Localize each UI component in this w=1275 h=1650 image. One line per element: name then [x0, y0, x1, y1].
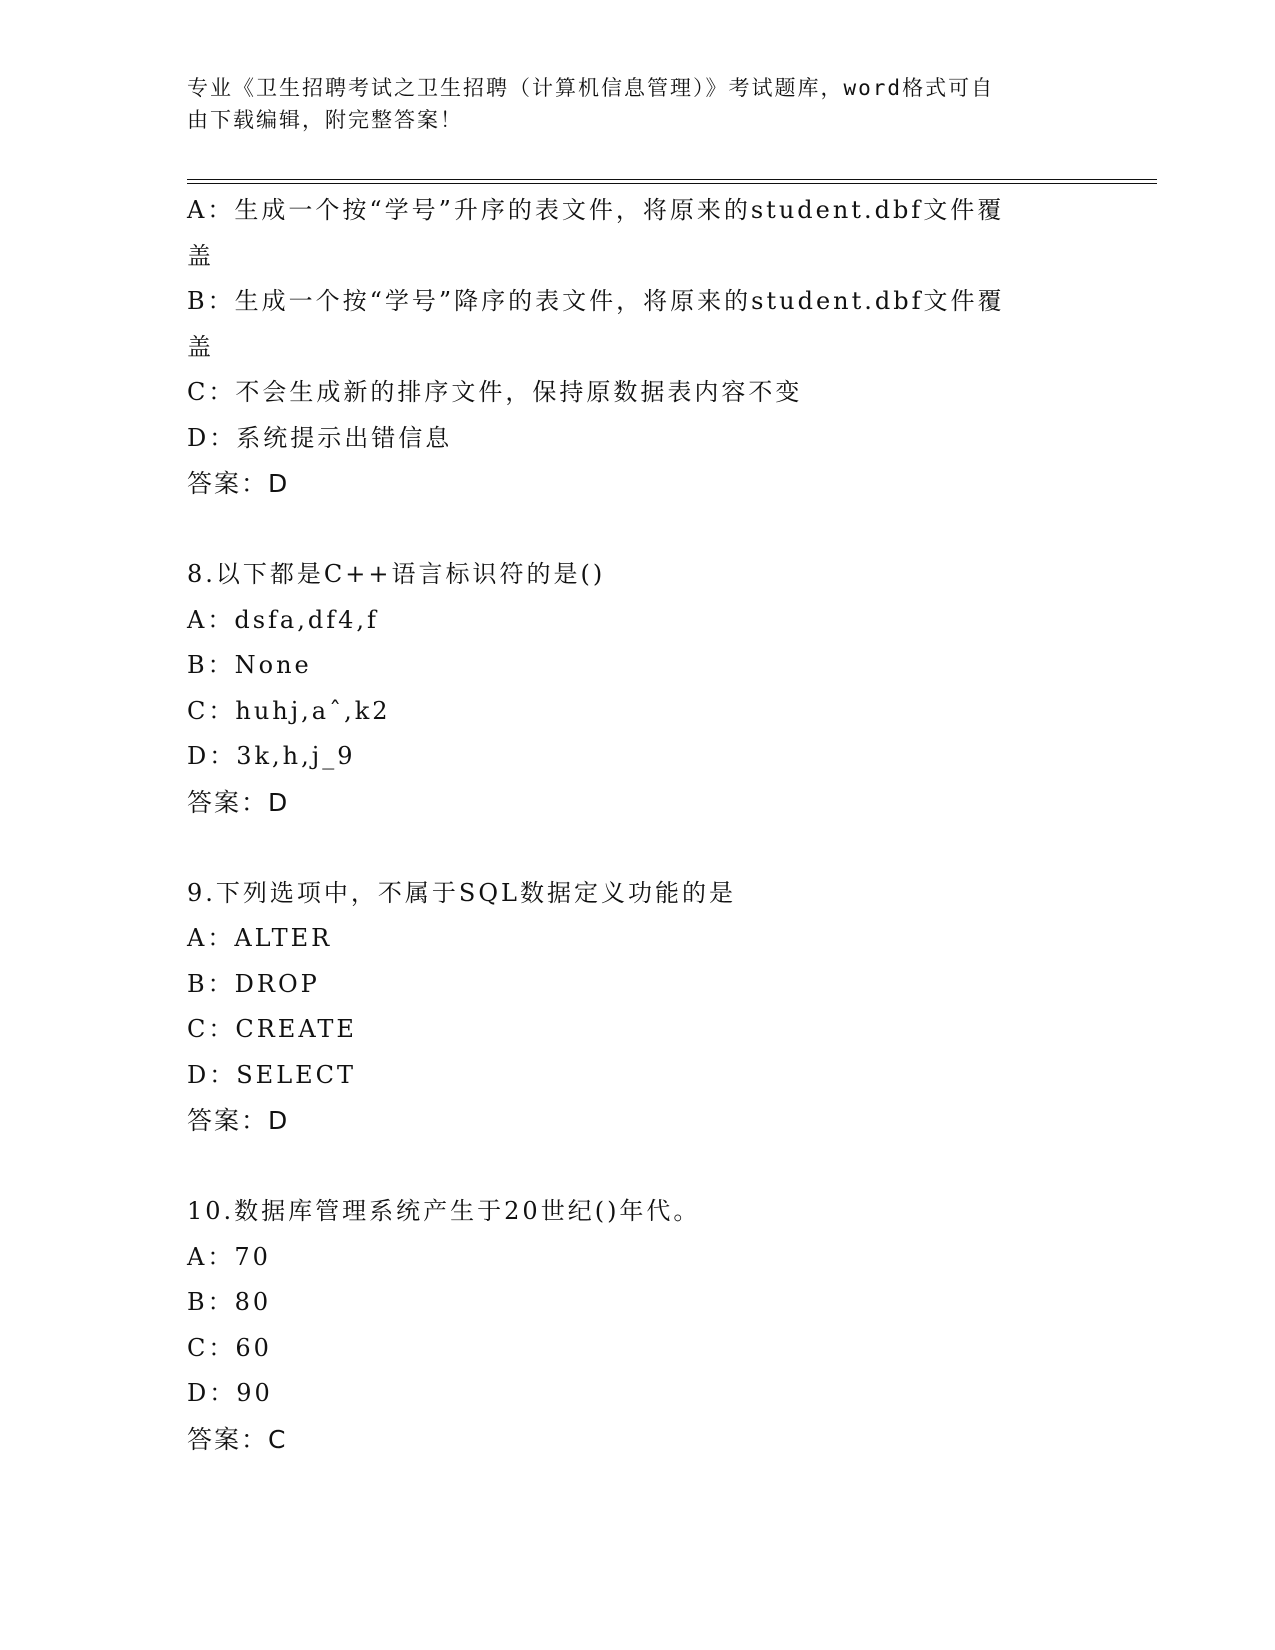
spacer	[187, 507, 1087, 553]
option-d: D：系统提示出错信息	[187, 423, 453, 452]
question-9	[187, 871, 1087, 1144]
option-c: C：60	[187, 1333, 272, 1362]
answer: 答案：D	[187, 787, 290, 817]
option-b: B：DROP	[187, 969, 320, 998]
header-line-2: 由下载编辑，附完整答案！	[187, 108, 463, 132]
question-title: 8.以下都是C++语言标识符的是()	[187, 560, 606, 588]
question-list	[187, 188, 1087, 1462]
document-header	[187, 72, 1067, 136]
option-a: A：ALTER	[187, 924, 333, 952]
answer: 答案：D	[187, 469, 290, 498]
option-a: A：70	[187, 1242, 271, 1271]
option-d: D：90	[187, 1379, 273, 1407]
option-b-line-2: 盖	[187, 332, 214, 361]
option-b: B：80	[187, 1288, 272, 1316]
spacer	[187, 825, 1087, 871]
option-a-line-1: A：生成一个按“学号”升序的表文件，将原来的student.dbf文件覆	[187, 196, 1005, 224]
header-divider-bottom	[187, 183, 1157, 184]
spacer	[187, 1144, 1087, 1190]
answer: 答案：C	[187, 1424, 288, 1454]
header-divider-top	[187, 179, 1157, 180]
option-a-line-2: 盖	[187, 241, 214, 270]
option-d: D：SELECT	[187, 1060, 357, 1089]
option-b: B：None	[187, 651, 312, 679]
option-b-line-1: B：生成一个按“学号”降序的表文件，将原来的student.dbf文件覆	[187, 287, 1005, 315]
question-10	[187, 1189, 1087, 1462]
header-line-1: 专业《卫生招聘考试之卫生招聘（计算机信息管理）》考试题库，word格式可自	[187, 76, 995, 100]
question-title: 9.下列选项中，不属于SQL数据定义功能的是	[187, 878, 736, 907]
question-7	[187, 188, 1087, 507]
option-d: D：3k,h,j_9	[187, 742, 356, 770]
answer: 答案：D	[187, 1106, 290, 1135]
option-a: A：dsfa,df4,f	[187, 605, 379, 634]
question-title: 10.数据库管理系统产生于20世纪()年代。	[187, 1197, 701, 1225]
option-c: C：不会生成新的排序文件，保持原数据表内容不变	[187, 378, 803, 406]
question-8	[187, 552, 1087, 825]
option-c: C：CREATE	[187, 1015, 357, 1043]
option-c: C：huhj,aˆ,k2	[187, 696, 391, 725]
